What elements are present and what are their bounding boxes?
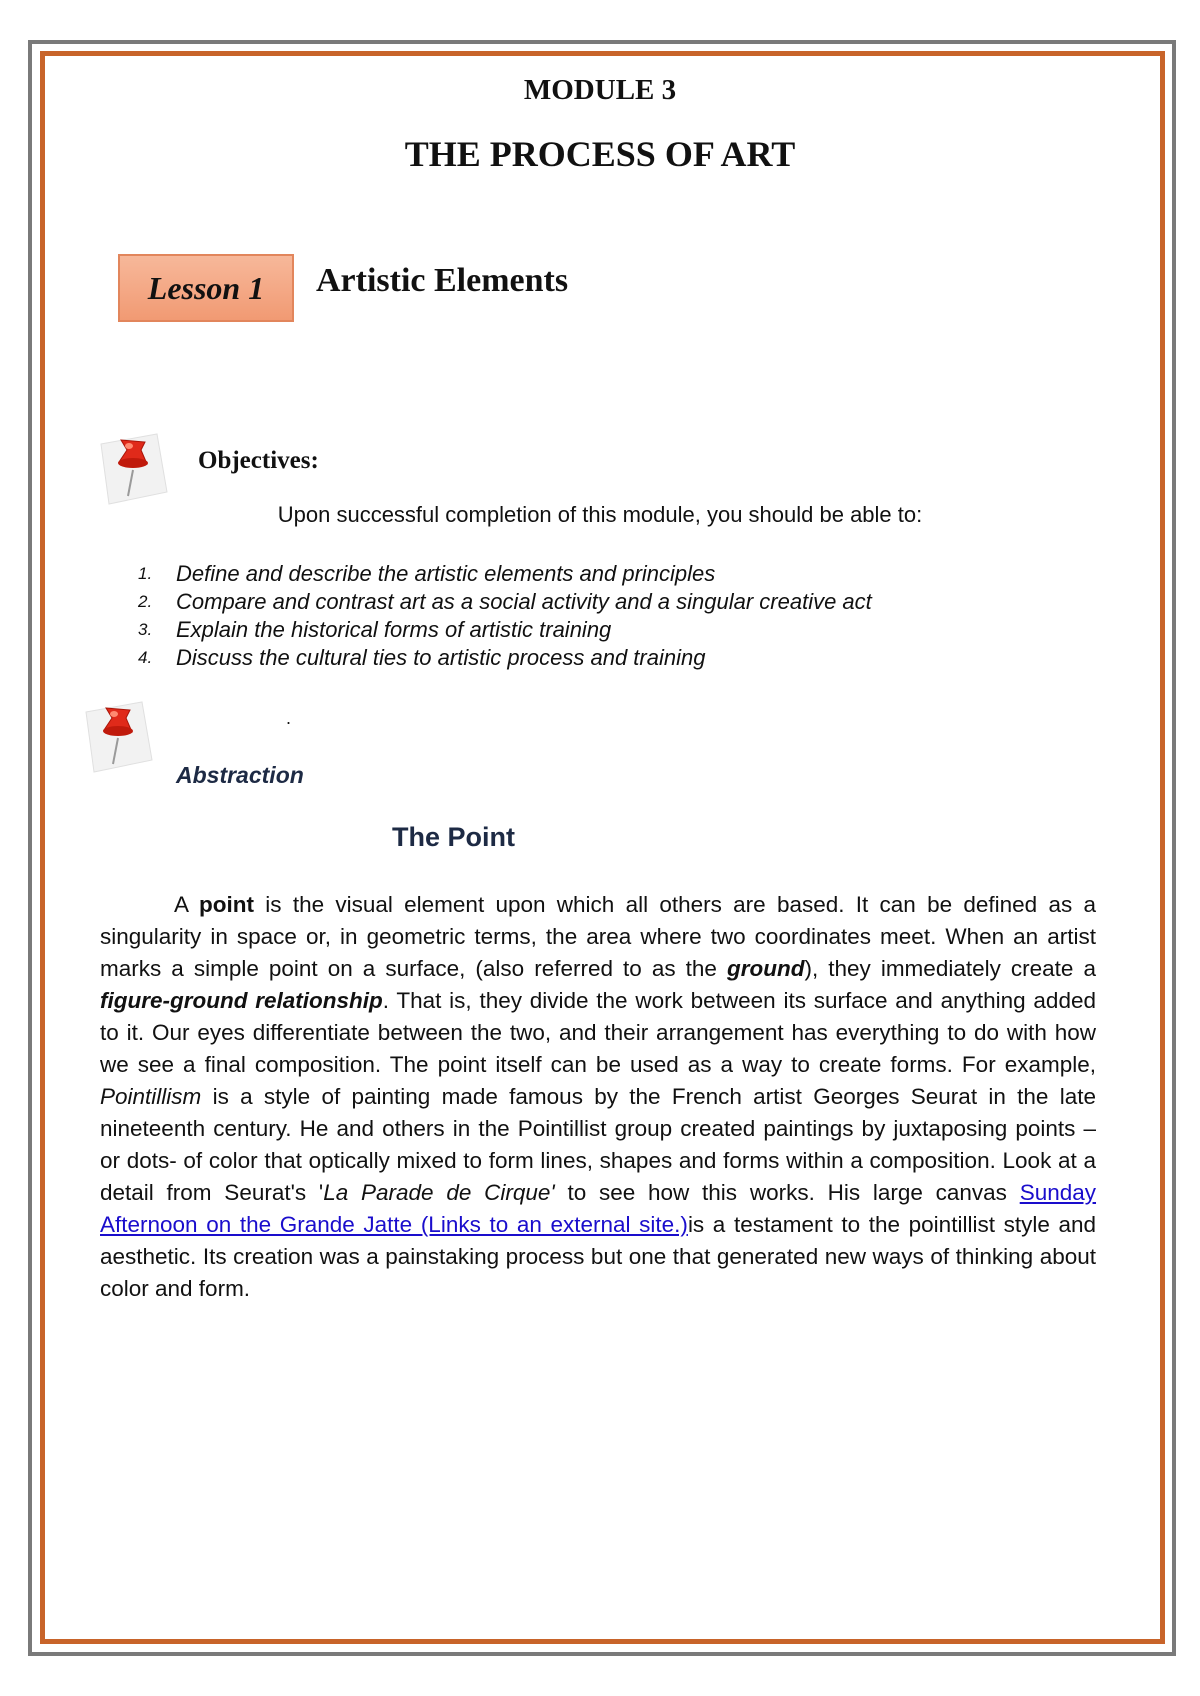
pushpin-icon <box>95 430 171 510</box>
lesson-badge <box>118 254 294 322</box>
body-paragraph: A point is the visual element upon which all others are based. It can be defined as a singularity in space or, in geometric terms, the area where two coordinates meet. When an artist marks a simple point on a surface, (also referred to as the ground), they immediately create a figure-ground relationship. That is, they divide the work between its surface and anything added to it. Our eyes differentiate between the two, and their arrangement has everything to do with how we see a final composition. The point itself can be used as a way to create forms. For example, Pointillism is a style of painting made famous by the French artist Georges Seurat in the late nineteenth century. He and others in the Pointillist group created paintings by juxtaposing points – or dots- of color that optically mixed to form lines, shapes and forms within a composition. Look at a detail from Seurat's 'La Parade de Cirque' to see how this works. His large canvas Sunday Afternoon on the Grande Jatte (Links to an external site.)is a testament to the pointillist style and aesthetic. Its creation was a painstaking process but one that generated new ways of thinking about color and form. <box>100 892 1097 1301</box>
artwork-title: La Parade de Cirque' <box>323 1180 555 1205</box>
abstraction-heading: Abstraction <box>176 762 304 788</box>
lesson-title: Artistic Elements <box>316 262 569 299</box>
objectives-list <box>138 560 872 672</box>
list-item: 1. Define and describe the artistic elements and principles <box>138 561 716 586</box>
objectives-heading: Objectives: <box>198 447 319 474</box>
list-item: 3. Explain the historical forms of artistic training <box>138 617 612 642</box>
term-figure-ground: figure-ground relationship <box>100 988 383 1013</box>
term-point: point <box>199 892 255 917</box>
list-item: 4. Discuss the cultural ties to artistic process and training <box>138 645 706 670</box>
external-link[interactable]: Sunday Afternoon on the Grande Jatte (Links to an external site.) <box>100 1180 1097 1237</box>
list-item: 2. Compare and contrast art as a social activity and a singular creative act <box>138 589 872 614</box>
section-title: The Point <box>392 822 515 852</box>
stray-dot: . <box>286 708 292 728</box>
term-pointillism: Pointillism <box>100 1084 202 1109</box>
pushpin-icon <box>80 698 156 778</box>
module-title: THE PROCESS OF ART <box>404 134 796 174</box>
objectives-intro: Upon successful completion of this module, you should be able to: <box>277 502 923 527</box>
term-ground: ground <box>726 956 805 981</box>
lesson-badge-label: Lesson 1 <box>147 269 265 306</box>
module-label: MODULE 3 <box>523 74 677 106</box>
